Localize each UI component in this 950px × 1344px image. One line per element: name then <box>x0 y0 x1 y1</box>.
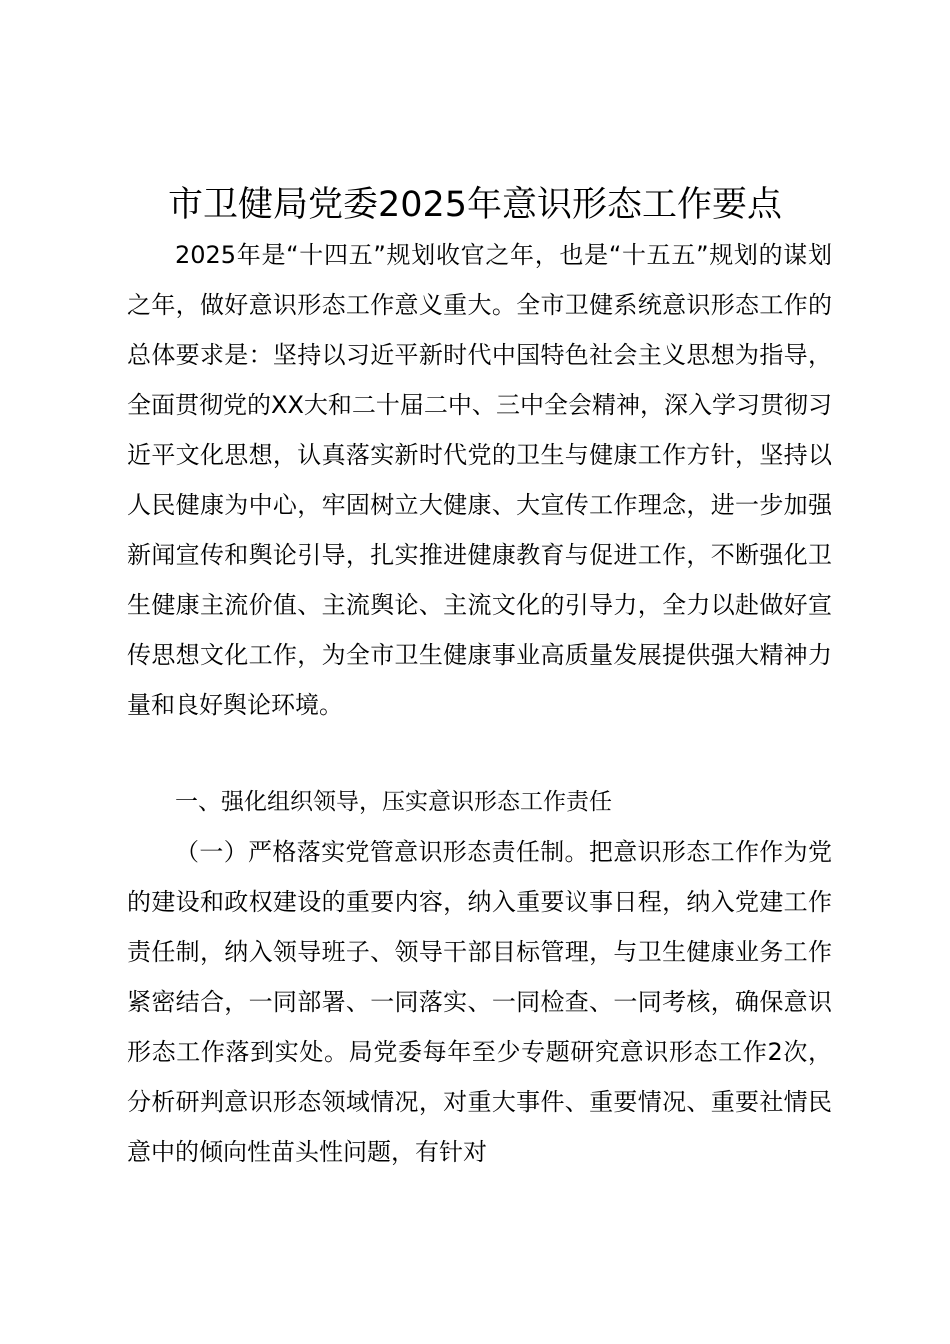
document-title: 市卫健局党委2025年意识形态工作要点 <box>167 185 783 225</box>
section-heading: 一、强化组织领导，压实意识形态工作责任 <box>175 789 612 815</box>
subsection-paragraph: （一）严格落实党管意识形态责任制。把意识形态工作作为党的建设和政权建设的重要内容，纳入重要议事日程，纳入党建工作责任制，纳入领导班子、领导干部目标管理，与卫生健康业务工作紧密结合，一同部署、一同落实、一同检查、一同考核，确保意识形态工作落到实处。局党委每年至少专题研究意识形态工作2次，分析研判意识形态领域情况，对重大事件、重要情况、重要社情民意中的倾向性苗头性问题，有针对 <box>127 838 832 1166</box>
intro-paragraph: 2025年是“十四五”规划收官之年，也是“十五五”规划的谋划之年，做好意识形态工作意义重大。全市卫健系统意识形态工作的总体要求是：坚持以习近平新时代中国特色社会主义思想为指导，全面贯彻党的XX大和二十届二中、三中全会精神，深入学习贯彻习近平文化思想，认真落实新时代党的卫生与健康工作方针，坚持以人民健康为中心，牢固树立大健康、大宣传工作理念，进一步加强新闻宣传和舆论引导，扎实推进健康教育与促进工作，不断强化卫生健康主流价值、主流舆论、主流文化的引导力，全力以赴做好宣传思想文化工作，为全市卫生健康事业高质量发展提供强大精神力量和良好舆论环境。 <box>127 241 832 719</box>
